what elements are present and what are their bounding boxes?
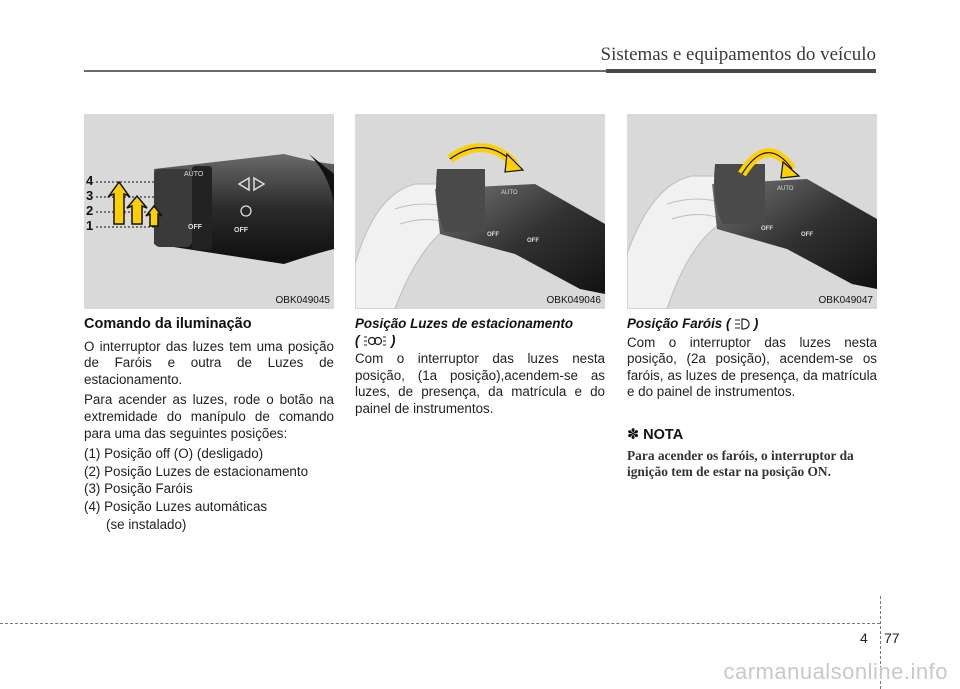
paragraph: Com o interruptor das luzes nesta posição, (2a posição), acendem-se os faróis, as luzes de presença, da matrícula e do painel de instrumentos.	[627, 334, 877, 400]
fig1-off-label-b: OFF	[234, 227, 248, 234]
fig2-auto-label: AUTO	[501, 190, 518, 196]
paragraph: Para acender as luzes, rode o botão na extremidade do manípulo de comando para uma das seguintes posições:	[84, 392, 334, 441]
fig3-off-label-b: OFF	[801, 232, 813, 238]
figure-headlights-position	[627, 114, 877, 309]
chapter-number: 4	[860, 630, 868, 646]
section-heading: Comando da iluminação	[84, 316, 252, 332]
fig3-auto-label: AUTO	[777, 186, 794, 192]
heading-text: Posição Faróis (	[627, 316, 731, 331]
figure-parking-lights-position	[355, 114, 605, 309]
figure-code: OBK049046	[546, 295, 601, 306]
fig1-off-label-a: OFF	[188, 224, 202, 231]
hand-lever-illustration	[355, 114, 605, 309]
figure-light-switch-positions	[84, 114, 334, 309]
position-number-4: 4	[86, 173, 94, 188]
hand-lever-illustration	[627, 114, 877, 309]
headlight-icon	[734, 318, 750, 330]
section-heading	[355, 316, 605, 349]
figure-code: OBK049047	[818, 295, 873, 306]
page-header-title: Sistemas e equipamentos do veículo	[600, 44, 876, 65]
note-title: ✽ NOTA	[627, 426, 684, 443]
header-rule	[84, 70, 876, 72]
fig2-off-label-a: OFF	[487, 232, 499, 238]
list-item: (2) Posição Luzes de estacionamento	[84, 463, 309, 479]
fig2-off-label-b: OFF	[527, 238, 539, 244]
positions-list	[84, 446, 334, 533]
watermark: carmanualsonline.info	[723, 659, 948, 684]
position-number-2: 2	[86, 203, 94, 218]
position-number-1: 1	[86, 218, 94, 233]
page-number: 77	[884, 630, 900, 646]
heading-paren-open: (	[355, 332, 360, 348]
list-item: (4) Posição Luzes automáticas	[84, 498, 268, 514]
paragraph: O interruptor das luzes tem uma posição de Faróis e outra de Luzes de estacionamento.	[84, 338, 334, 387]
list-item: (3) Posição Faróis	[84, 481, 193, 497]
footer-rule	[0, 623, 880, 624]
column-headlights	[627, 316, 877, 481]
parking-light-icon	[363, 335, 387, 347]
column-parking-lights	[355, 316, 605, 422]
section-heading	[627, 316, 877, 333]
list-item: (1) Posição off (O) (desligado)	[84, 446, 264, 462]
lever-illustration	[84, 114, 334, 309]
column-lighting-control	[84, 316, 334, 534]
list-item-continuation: (se instalado)	[106, 516, 187, 532]
heading-text: Posição Luzes de estacionamento	[355, 316, 574, 331]
position-number-3: 3	[86, 188, 94, 203]
fig1-auto-label: AUTO	[184, 171, 204, 178]
paragraph: Com o interruptor das luzes nesta posição, (1a posição),acendem-se as luzes, de presença, da matrícula e do painel de instrumentos.	[355, 351, 605, 416]
heading-paren-close: )	[390, 332, 396, 348]
fig3-off-label-a: OFF	[761, 226, 773, 232]
figure-code: OBK049045	[275, 295, 330, 306]
note-body: Para acender os faróis, o interruptor da ignição tem de estar na posição ON.	[627, 447, 854, 480]
heading-paren-close: )	[753, 316, 759, 331]
